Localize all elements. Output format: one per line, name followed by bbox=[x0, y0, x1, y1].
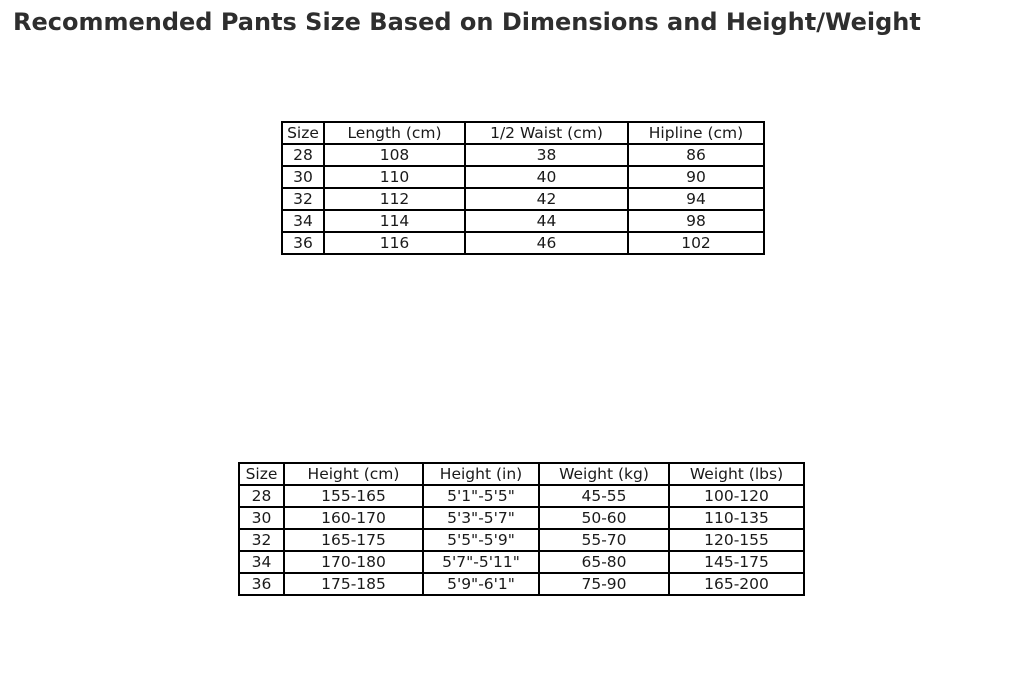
table-cell: 165-200 bbox=[669, 573, 804, 595]
table-cell: 34 bbox=[239, 551, 284, 573]
table-cell: 155-165 bbox=[284, 485, 423, 507]
table-row bbox=[239, 529, 804, 551]
table-cell: 5'1"-5'5" bbox=[423, 485, 539, 507]
column-header: Weight (kg) bbox=[539, 463, 669, 485]
table-cell: 116 bbox=[324, 232, 465, 254]
table-cell: 40 bbox=[465, 166, 628, 188]
table-body bbox=[239, 485, 804, 595]
table-cell: 32 bbox=[239, 529, 284, 551]
table-cell: 45-55 bbox=[539, 485, 669, 507]
table-cell: 110 bbox=[324, 166, 465, 188]
table-header-row bbox=[239, 463, 804, 485]
table-cell: 5'7"-5'11" bbox=[423, 551, 539, 573]
height-weight-table bbox=[238, 462, 805, 596]
table-cell: 98 bbox=[628, 210, 764, 232]
table-cell: 94 bbox=[628, 188, 764, 210]
table-cell: 100-120 bbox=[669, 485, 804, 507]
table-cell: 46 bbox=[465, 232, 628, 254]
table-cell: 160-170 bbox=[284, 507, 423, 529]
table-cell: 120-155 bbox=[669, 529, 804, 551]
table-cell: 32 bbox=[282, 188, 324, 210]
table-row bbox=[282, 188, 764, 210]
table-cell: 175-185 bbox=[284, 573, 423, 595]
table-cell: 75-90 bbox=[539, 573, 669, 595]
table-cell: 165-175 bbox=[284, 529, 423, 551]
table-row bbox=[239, 507, 804, 529]
table-cell: 30 bbox=[282, 166, 324, 188]
table-row bbox=[282, 210, 764, 232]
table-cell: 34 bbox=[282, 210, 324, 232]
column-header: Height (in) bbox=[423, 463, 539, 485]
column-header: 1/2 Waist (cm) bbox=[465, 122, 628, 144]
table-cell: 30 bbox=[239, 507, 284, 529]
table-cell: 36 bbox=[239, 573, 284, 595]
table-cell: 114 bbox=[324, 210, 465, 232]
column-header: Length (cm) bbox=[324, 122, 465, 144]
table-body bbox=[282, 144, 764, 254]
table-row bbox=[282, 144, 764, 166]
table-row bbox=[239, 485, 804, 507]
table-row bbox=[282, 232, 764, 254]
column-header: Size bbox=[239, 463, 284, 485]
table-row bbox=[239, 573, 804, 595]
table-cell: 5'3"-5'7" bbox=[423, 507, 539, 529]
column-header: Height (cm) bbox=[284, 463, 423, 485]
table-cell: 55-70 bbox=[539, 529, 669, 551]
table-cell: 5'5"-5'9" bbox=[423, 529, 539, 551]
column-header: Size bbox=[282, 122, 324, 144]
table-cell: 38 bbox=[465, 144, 628, 166]
table-cell: 110-135 bbox=[669, 507, 804, 529]
table-cell: 65-80 bbox=[539, 551, 669, 573]
table-header bbox=[282, 122, 764, 144]
table-cell: 44 bbox=[465, 210, 628, 232]
table-row bbox=[239, 551, 804, 573]
table-cell: 86 bbox=[628, 144, 764, 166]
table-cell: 170-180 bbox=[284, 551, 423, 573]
table-cell: 112 bbox=[324, 188, 465, 210]
table-cell: 102 bbox=[628, 232, 764, 254]
table-cell: 50-60 bbox=[539, 507, 669, 529]
table-cell: 28 bbox=[239, 485, 284, 507]
table-cell: 28 bbox=[282, 144, 324, 166]
pants-dimensions-table bbox=[281, 121, 765, 255]
column-header: Weight (lbs) bbox=[669, 463, 804, 485]
page-title: Recommended Pants Size Based on Dimensions and Height/Weight bbox=[13, 8, 921, 36]
table-cell: 145-175 bbox=[669, 551, 804, 573]
table-header-row bbox=[282, 122, 764, 144]
table-row bbox=[282, 166, 764, 188]
table-cell: 36 bbox=[282, 232, 324, 254]
table-header bbox=[239, 463, 804, 485]
table-cell: 5'9"-6'1" bbox=[423, 573, 539, 595]
table-cell: 90 bbox=[628, 166, 764, 188]
table-cell: 42 bbox=[465, 188, 628, 210]
column-header: Hipline (cm) bbox=[628, 122, 764, 144]
table-cell: 108 bbox=[324, 144, 465, 166]
